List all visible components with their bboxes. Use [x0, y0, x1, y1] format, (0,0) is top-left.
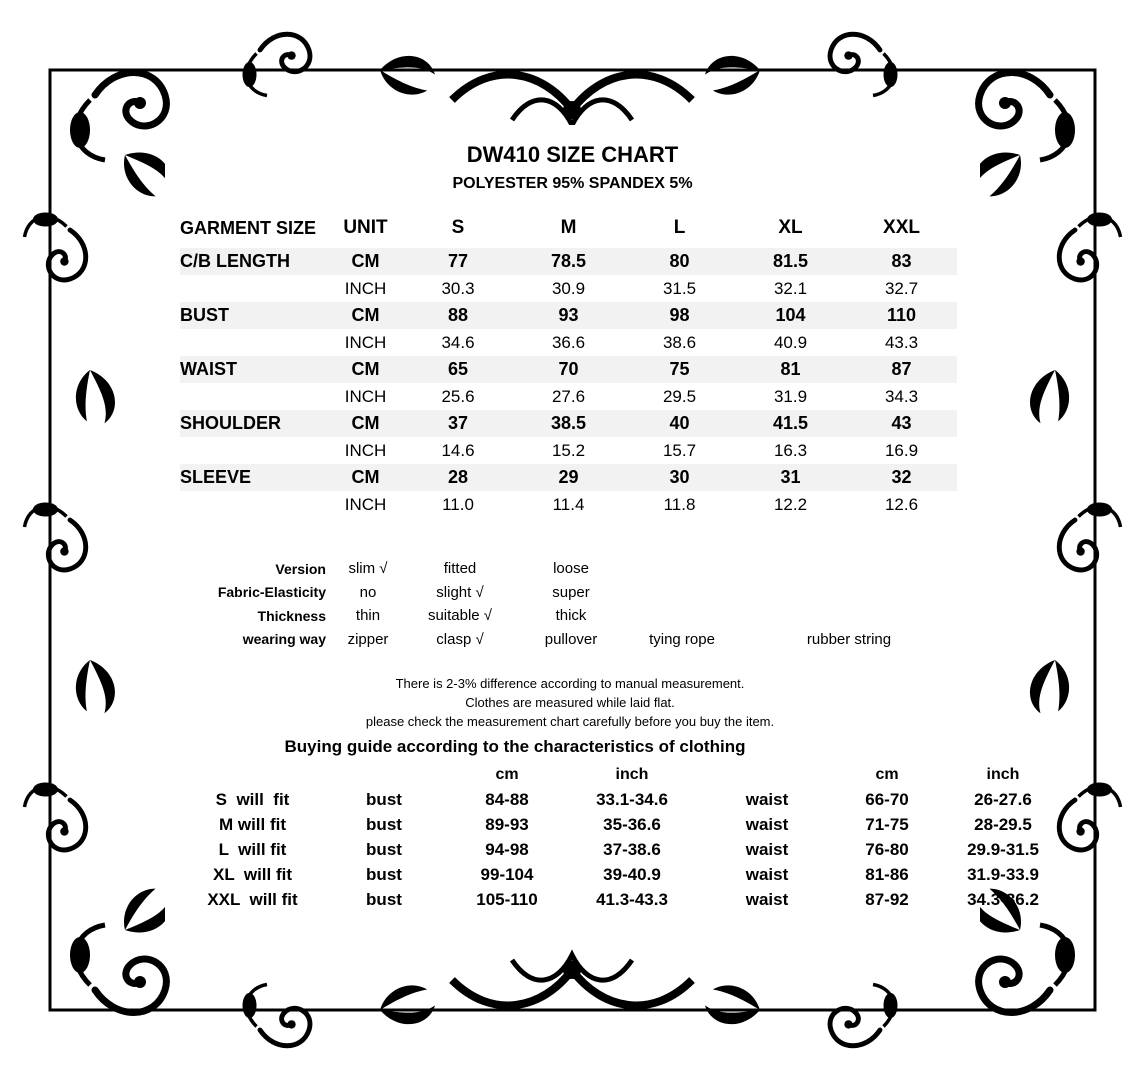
- size-header: XXL: [883, 217, 920, 238]
- value-cell: 34.3: [884, 386, 919, 406]
- unit-cell: INCH: [344, 440, 387, 460]
- range-inch: 37-38.6: [603, 839, 661, 859]
- guide-header-row: [190, 762, 1063, 787]
- fit-label: XL will fit: [212, 864, 293, 884]
- feature-label: wearing way: [242, 631, 326, 648]
- table-row: [180, 356, 957, 383]
- range-cm: 94-98: [485, 839, 529, 859]
- value-cell: 70: [513, 356, 624, 383]
- value-cell: 32.1: [773, 278, 808, 298]
- value-cell: 41.5: [735, 410, 846, 437]
- feature-option: [626, 557, 738, 581]
- table-row: [180, 491, 957, 518]
- feature-option: fitted: [443, 560, 477, 578]
- table-row: [180, 329, 957, 356]
- size-header: S: [451, 217, 465, 238]
- measure-name: bust: [366, 814, 402, 834]
- feature-option: [738, 581, 960, 605]
- guide-row: [190, 787, 1063, 812]
- feature-option: [626, 604, 738, 628]
- size-table-header: [180, 208, 957, 248]
- value-cell: 15.2: [551, 440, 586, 460]
- feature-row: [180, 628, 960, 652]
- measure-label: SHOULDER: [180, 410, 328, 437]
- value-cell: 36.6: [551, 332, 586, 352]
- value-cell: 38.6: [662, 332, 697, 352]
- range-inch: 33.1-34.6: [596, 789, 668, 809]
- value-cell: 27.6: [551, 386, 586, 406]
- table-row: [180, 464, 957, 491]
- size-header: XL: [778, 217, 803, 238]
- feature-label: Version: [275, 560, 326, 577]
- value-cell: 32.7: [884, 278, 919, 298]
- value-cell: 12.6: [884, 494, 919, 514]
- unit-header: UNIT: [343, 217, 388, 238]
- value-cell: 14.6: [441, 440, 475, 460]
- unit-cell: INCH: [344, 332, 387, 352]
- guide-inch-header: inch: [615, 765, 649, 783]
- feature-row: [180, 604, 960, 628]
- buying-guide-title: Buying guide according to the characteristics of clothing: [284, 737, 746, 756]
- feature-option: tying rope: [649, 630, 715, 648]
- range-cm: 66-70: [865, 789, 909, 809]
- unit-cell: CM: [328, 248, 403, 275]
- feature-option: slim √: [348, 560, 388, 578]
- value-cell: 15.7: [662, 440, 697, 460]
- value-cell: 30: [624, 464, 735, 491]
- measure-name: waist: [745, 889, 789, 909]
- feature-label: Fabric-Elasticity: [217, 584, 326, 601]
- size-header: M: [560, 217, 577, 238]
- range-inch: 28-29.5: [974, 814, 1032, 834]
- feature-option: loose: [553, 560, 589, 578]
- measure-label: BUST: [180, 302, 328, 329]
- unit-cell: CM: [328, 356, 403, 383]
- value-cell: 43.3: [884, 332, 919, 352]
- value-cell: 31: [735, 464, 846, 491]
- value-cell: 31.5: [662, 278, 697, 298]
- value-cell: 83: [846, 248, 957, 275]
- measure-name: bust: [366, 864, 402, 884]
- feature-option: zipper: [347, 630, 389, 648]
- feature-option: rubber string: [806, 630, 892, 648]
- measure-name: waist: [745, 814, 789, 834]
- guide-row: [190, 887, 1063, 912]
- value-cell: 78.5: [513, 248, 624, 275]
- feature-row: [180, 557, 960, 581]
- feature-option: [626, 581, 738, 605]
- value-cell: 29: [513, 464, 624, 491]
- value-cell: 88: [403, 302, 513, 329]
- range-inch: 39-40.9: [603, 864, 661, 884]
- value-cell: 16.9: [884, 440, 919, 460]
- range-cm: 81-86: [865, 864, 909, 884]
- unit-cell: CM: [328, 302, 403, 329]
- value-cell: 98: [624, 302, 735, 329]
- table-row: [180, 383, 957, 410]
- value-cell: 81.5: [735, 248, 846, 275]
- value-cell: 11.4: [552, 494, 585, 514]
- buying-guide-table: [190, 762, 1063, 912]
- value-cell: 11.0: [442, 494, 474, 514]
- unit-cell: CM: [328, 410, 403, 437]
- guide-inch-header: inch: [986, 765, 1020, 783]
- value-cell: 16.3: [773, 440, 808, 460]
- measure-name: bust: [366, 789, 402, 809]
- table-row: [180, 275, 957, 302]
- size-table: [180, 208, 957, 518]
- measure-name: waist: [745, 864, 789, 884]
- value-cell: 93: [513, 302, 624, 329]
- value-cell: 40.9: [773, 332, 808, 352]
- range-cm: 87-92: [865, 889, 909, 909]
- value-cell: 30.3: [441, 278, 475, 298]
- range-inch: 31.9-33.9: [967, 864, 1039, 884]
- value-cell: 25.6: [441, 386, 475, 406]
- feature-option: thick: [555, 607, 587, 625]
- table-row: [180, 248, 957, 275]
- measure-label: SLEEVE: [180, 464, 328, 491]
- value-cell: 11.8: [663, 494, 696, 514]
- value-cell: 65: [403, 356, 513, 383]
- size-header: L: [673, 217, 686, 238]
- range-inch: 34.3-36.2: [967, 889, 1039, 909]
- value-cell: 110: [846, 302, 957, 329]
- feature-option: slight √: [436, 583, 484, 601]
- value-cell: 104: [735, 302, 846, 329]
- chart-title: DW410 SIZE CHART: [466, 142, 679, 167]
- feature-option: clasp √: [436, 630, 484, 648]
- feature-option: suitable √: [427, 607, 493, 625]
- range-cm: 89-93: [485, 814, 529, 834]
- range-inch: 35-36.6: [603, 814, 661, 834]
- value-cell: 40: [624, 410, 735, 437]
- guide-cm-header: cm: [495, 765, 519, 783]
- feature-label: Thickness: [257, 607, 326, 624]
- value-cell: 80: [624, 248, 735, 275]
- fit-label: XXL will fit: [207, 889, 298, 909]
- table-row: [180, 410, 957, 437]
- fabric-composition: POLYESTER 95% SPANDEX 5%: [452, 175, 693, 192]
- fit-label: M will fit: [218, 814, 287, 834]
- value-cell: 28: [403, 464, 513, 491]
- value-cell: 81: [735, 356, 846, 383]
- unit-cell: INCH: [344, 278, 387, 298]
- feature-option: [738, 557, 960, 581]
- feature-option: pullover: [544, 630, 598, 648]
- measurement-note: Clothes are measured while laid flat.: [465, 695, 675, 710]
- guide-row: [190, 837, 1063, 862]
- value-cell: 75: [624, 356, 735, 383]
- value-cell: 34.6: [441, 332, 475, 352]
- value-cell: 32: [846, 464, 957, 491]
- range-cm: 71-75: [865, 814, 909, 834]
- value-cell: 31.9: [773, 386, 808, 406]
- value-cell: 43: [846, 410, 957, 437]
- value-cell: 87: [846, 356, 957, 383]
- feature-option: thin: [355, 607, 381, 625]
- unit-cell: INCH: [344, 494, 387, 514]
- range-inch: 41.3-43.3: [596, 889, 668, 909]
- value-cell: 38.5: [513, 410, 624, 437]
- measure-label: C/B LENGTH: [180, 248, 328, 275]
- measure-name: waist: [745, 789, 789, 809]
- guide-cm-header: cm: [875, 765, 899, 783]
- fit-label: L will fit: [218, 839, 287, 859]
- measure-name: waist: [745, 839, 789, 859]
- garment-size-header: GARMENT SIZE: [180, 217, 317, 238]
- measure-name: bust: [366, 889, 402, 909]
- range-cm: 76-80: [865, 839, 909, 859]
- feature-option: super: [552, 583, 590, 601]
- measurement-note: There is 2-3% difference according to manual measurement.: [395, 676, 745, 691]
- unit-cell: CM: [328, 464, 403, 491]
- range-cm: 99-104: [480, 864, 534, 884]
- table-row: [180, 302, 957, 329]
- guide-row: [190, 862, 1063, 887]
- feature-option: [738, 604, 960, 628]
- feature-table: [180, 557, 960, 651]
- guide-row: [190, 812, 1063, 837]
- value-cell: 29.5: [662, 386, 697, 406]
- value-cell: 30.9: [551, 278, 586, 298]
- range-inch: 29.9-31.5: [967, 839, 1039, 859]
- value-cell: 37: [403, 410, 513, 437]
- measurement-note: please check the measurement chart carefully before you buy the item.: [365, 714, 775, 729]
- range-inch: 26-27.6: [974, 789, 1032, 809]
- measure-label: WAIST: [180, 356, 328, 383]
- range-cm: 105-110: [476, 889, 538, 909]
- table-row: [180, 437, 957, 464]
- feature-option: no: [359, 583, 377, 601]
- value-cell: 77: [403, 248, 513, 275]
- value-cell: 12.2: [773, 494, 808, 514]
- unit-cell: INCH: [344, 386, 387, 406]
- fit-label: S will fit: [215, 789, 290, 809]
- measure-name: bust: [366, 839, 402, 859]
- range-cm: 84-88: [485, 789, 529, 809]
- feature-row: [180, 581, 960, 605]
